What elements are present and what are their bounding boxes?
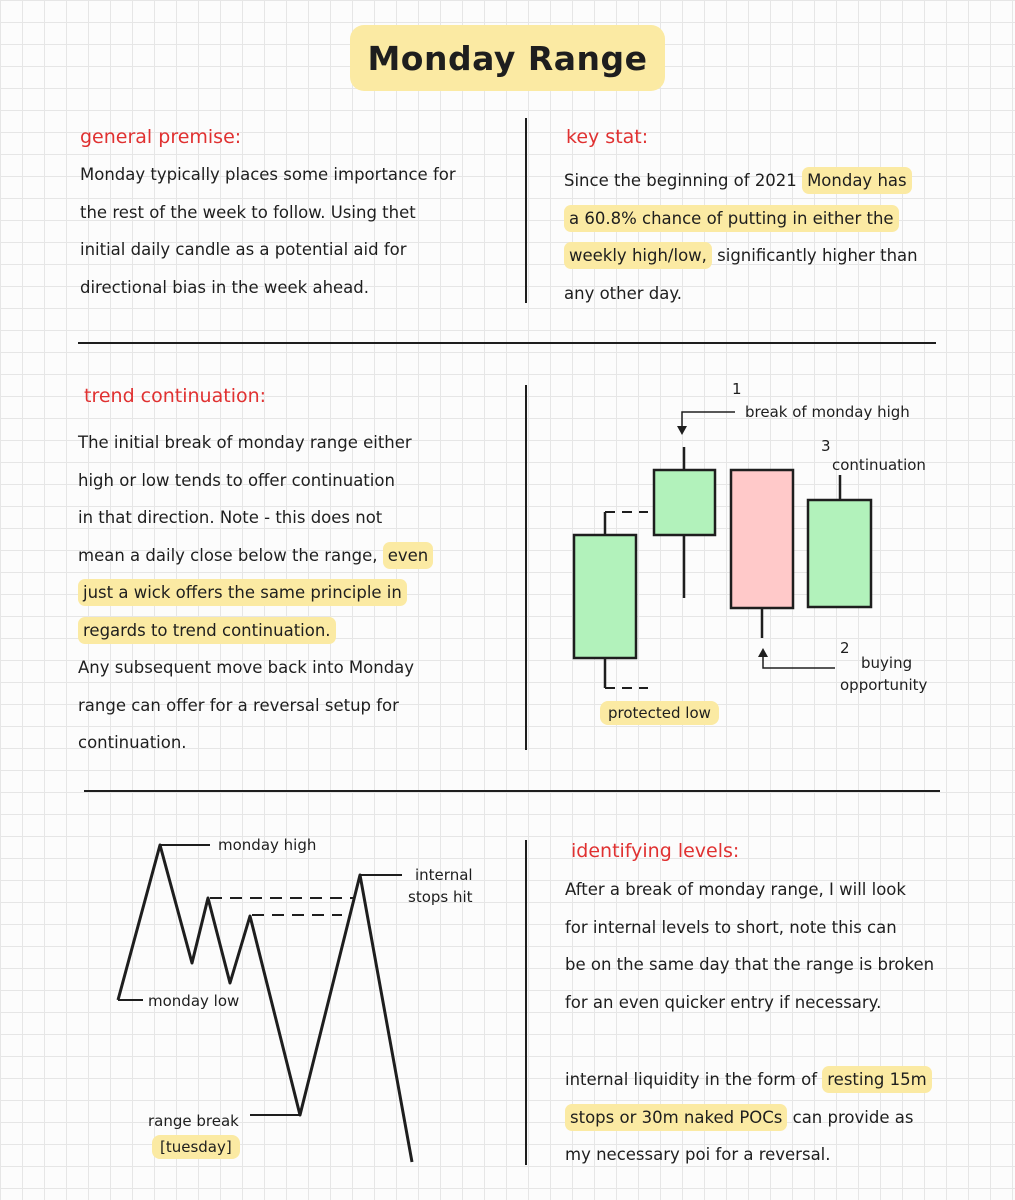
highlight: weekly high/low, bbox=[564, 242, 712, 269]
identifying-levels-heading: identifying levels: bbox=[571, 840, 740, 862]
text-line: in that direction. Note - this does not bbox=[78, 508, 383, 527]
marker-3: 3 bbox=[821, 437, 831, 455]
internal-liquidity-text bbox=[565, 1061, 932, 1174]
text-line: for internal levels to short, note this can bbox=[565, 917, 897, 937]
marker-1: 1 bbox=[732, 380, 742, 398]
marker-2: 2 bbox=[840, 639, 850, 657]
highlight: resting 15m bbox=[822, 1066, 931, 1093]
highlight: just a wick offers the same principle in bbox=[78, 579, 407, 606]
text-line: directional bias in the week ahead. bbox=[80, 277, 370, 297]
stops-hit-label: stops hit bbox=[408, 888, 473, 906]
trend-continuation-heading: trend continuation: bbox=[84, 385, 267, 407]
page-title: Monday Range bbox=[350, 25, 665, 91]
highlight: a 60.8% chance of putting in either the bbox=[564, 205, 899, 232]
text-line: high or low tends to offer continuation bbox=[78, 470, 395, 490]
text-segment: can provide as bbox=[787, 1107, 914, 1127]
highlight: Monday has bbox=[802, 167, 912, 194]
text-segment: mean a daily close below the range, bbox=[78, 545, 383, 565]
divider-vertical bbox=[525, 840, 527, 1165]
internal-label: internal bbox=[415, 866, 473, 884]
tuesday-label: [tuesday] bbox=[152, 1135, 240, 1159]
text-segment: internal liquidity in the form of bbox=[565, 1070, 823, 1089]
monday-low-label: monday low bbox=[148, 992, 240, 1010]
monday-high-label: monday high bbox=[218, 836, 317, 854]
highlight: even bbox=[383, 542, 434, 569]
key-stat-heading: key stat: bbox=[566, 126, 649, 148]
text-line: continuation. bbox=[78, 733, 187, 752]
protected-low-label: protected low bbox=[600, 701, 719, 725]
highlight: stops or 30m naked POCs bbox=[565, 1104, 787, 1131]
range-break-label: range break bbox=[148, 1112, 239, 1130]
buying-label: buying bbox=[861, 654, 913, 672]
text-line: my necessary poi for a reversal. bbox=[565, 1145, 831, 1164]
text-line: The initial break of monday range either bbox=[78, 433, 412, 452]
text-segment: significantly higher than bbox=[711, 246, 918, 265]
general-premise-heading: general premise: bbox=[80, 126, 242, 148]
break-of-monday-high-label: break of monday high bbox=[745, 403, 910, 421]
text-line: range can offer for a reversal setup for bbox=[78, 695, 399, 715]
text-line: for an even quicker entry if necessary. bbox=[565, 992, 882, 1012]
text-line: Monday typically places some importance for bbox=[80, 165, 456, 184]
text-line: be on the same day that the range is broken bbox=[565, 955, 935, 974]
text-line: the rest of the week to follow. Using thet bbox=[80, 202, 416, 222]
identifying-levels-text bbox=[565, 871, 934, 1021]
continuation-label: continuation bbox=[832, 456, 926, 474]
opportunity-label: opportunity bbox=[840, 676, 928, 694]
text-line: After a break of monday range, I will look bbox=[565, 880, 906, 899]
text-line: initial daily candle as a potential aid for bbox=[80, 240, 407, 259]
text-line: Any subsequent move back into Monday bbox=[78, 658, 415, 677]
text-segment: Since the beginning of 2021 bbox=[564, 171, 803, 190]
highlight: regards to trend continuation. bbox=[78, 617, 336, 644]
text-line: any other day. bbox=[564, 283, 683, 303]
